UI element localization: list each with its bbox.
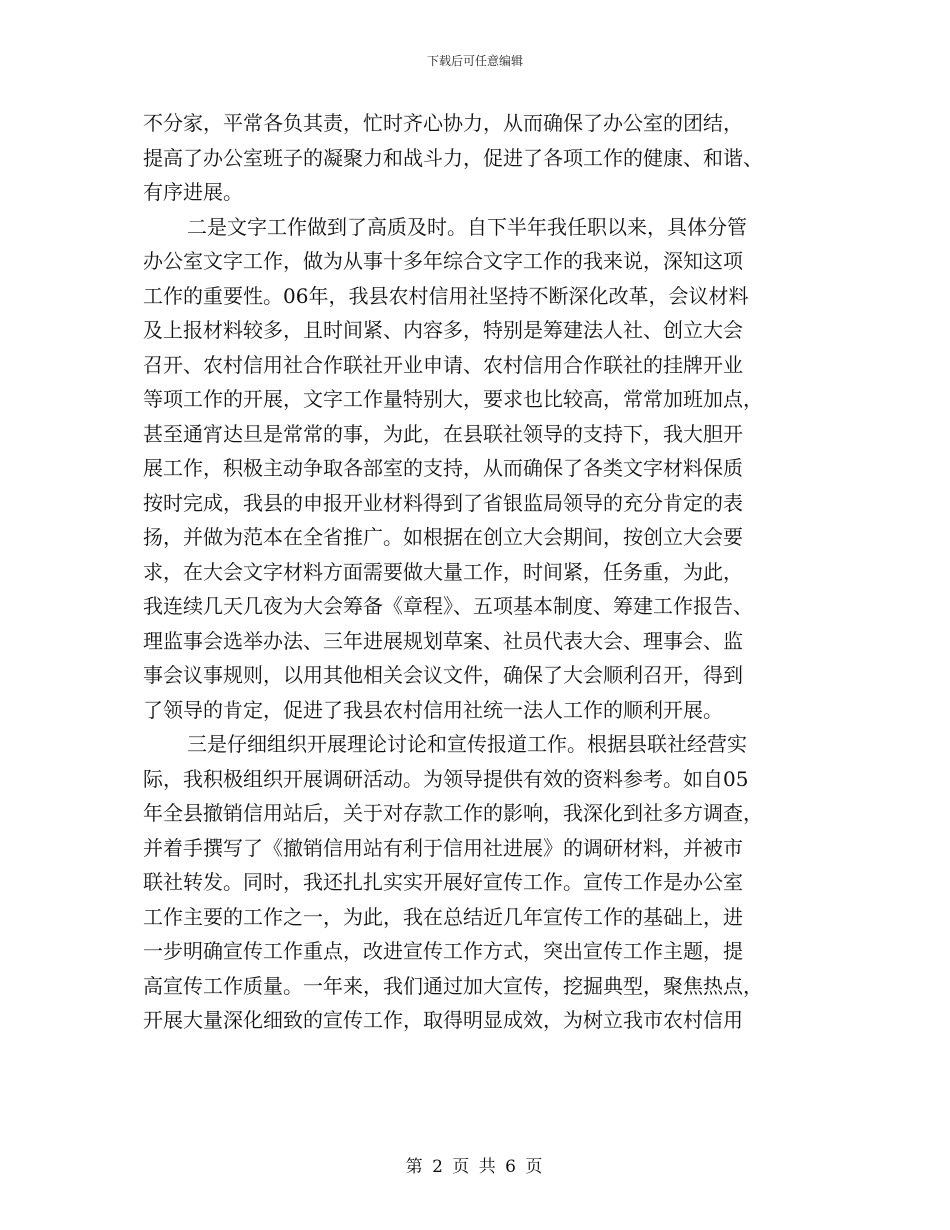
body-line: 联社转发。同时，我还扎扎实实开展好宣传工作。宣传工作是办公室 xyxy=(143,870,743,894)
body-line: 高宣传工作质量。一年来，我们通过加大宣传，挖掘典型，聚焦热点， xyxy=(143,973,763,998)
paragraph-start-line: 三是仔细组织开展理论讨论和宣传报道工作。根据县联社经营实 xyxy=(187,732,747,756)
body-line: 一步明确宣传工作重点，改进宣传工作方式，突出宣传工作主题，提 xyxy=(143,939,743,963)
paragraph-start-line: 二是文字工作做到了高质及时。自下半年我任职以来，具体分管 xyxy=(187,214,747,239)
body-line: 提高了办公室班子的凝聚力和战斗力，促进了各项工作的健康、和谐、 xyxy=(143,145,763,170)
body-line: 际，我积极组织开展调研活动。为领导提供有效的资料参考。如自05 xyxy=(143,766,749,791)
body-line: 开展大量深化细致的宣传工作，取得明显成效，为树立我市农村信用 xyxy=(143,1008,743,1032)
body-line: 等项工作的开展，文字工作量特别大，要求也比较高，常常加班加点， xyxy=(143,387,763,411)
body-line: 工作的重要性。06年，我县农村信用社坚持不断深化改革，会议材料 xyxy=(143,283,749,308)
body-line: 办公室文字工作，做为从事十多年综合文字工作的我来说，深知这项 xyxy=(143,249,743,273)
body-line: 了领导的肯定，促进了我县农村信用社统一法人工作的顺利开展。 xyxy=(143,697,723,722)
body-line: 甚至通宵达旦是常常的事，为此，在县联社领导的支持下，我大胆开 xyxy=(143,421,743,446)
body-line: 扬，并做为范本在全省推广。如根据在创立大会期间，按创立大会要 xyxy=(143,525,743,549)
page-header: 下载后可任意编辑 xyxy=(426,54,523,68)
body-line: 按时完成，我县的申报开业材料得到了省银监局领导的充分肯定的表 xyxy=(143,490,743,515)
body-line: 不分家，平常各负其责，忙时齐心协力，从而确保了办公室的团结， xyxy=(143,111,743,135)
body-line: 事会议事规则，以用其他相关会议文件，确保了大会顺利召开，得到 xyxy=(143,663,743,687)
body-line: 并着手撰写了《撤销信用站有利于信用社进展》的调研材料，并被市 xyxy=(143,835,743,860)
body-line: 求，在大会文字材料方面需要做大量工作，时间紧，任务重，为此， xyxy=(143,559,743,584)
body-line: 理监事会选举办法、三年进展规划草案、社员代表大会、理事会、监 xyxy=(143,628,743,653)
body-line: 及上报材料较多，且时间紧、内容多，特别是筹建法人社、创立大会 xyxy=(143,318,743,342)
body-line: 工作主要的工作之一，为此，我在总结近几年宣传工作的基础上，进 xyxy=(143,904,743,929)
body-line: 有序进展。 xyxy=(143,180,243,204)
body-line: 展工作，积极主动争取各部室的支持，从而确保了各类文字材料保质 xyxy=(143,456,743,480)
body-line: 召开、农村信用社合作联社开业申请、农村信用合作联社的挂牌开业 xyxy=(143,352,743,377)
body-line: 我连续几天几夜为大会筹备《章程》、五项基本制度、筹建工作报告、 xyxy=(143,594,753,618)
body-line: 年全县撤销信用站后，关于对存款工作的影响，我深化到社多方调查， xyxy=(143,801,763,825)
document-body xyxy=(143,106,803,1038)
page-number-footer: 第 2 页 共 6 页 xyxy=(405,1157,545,1177)
